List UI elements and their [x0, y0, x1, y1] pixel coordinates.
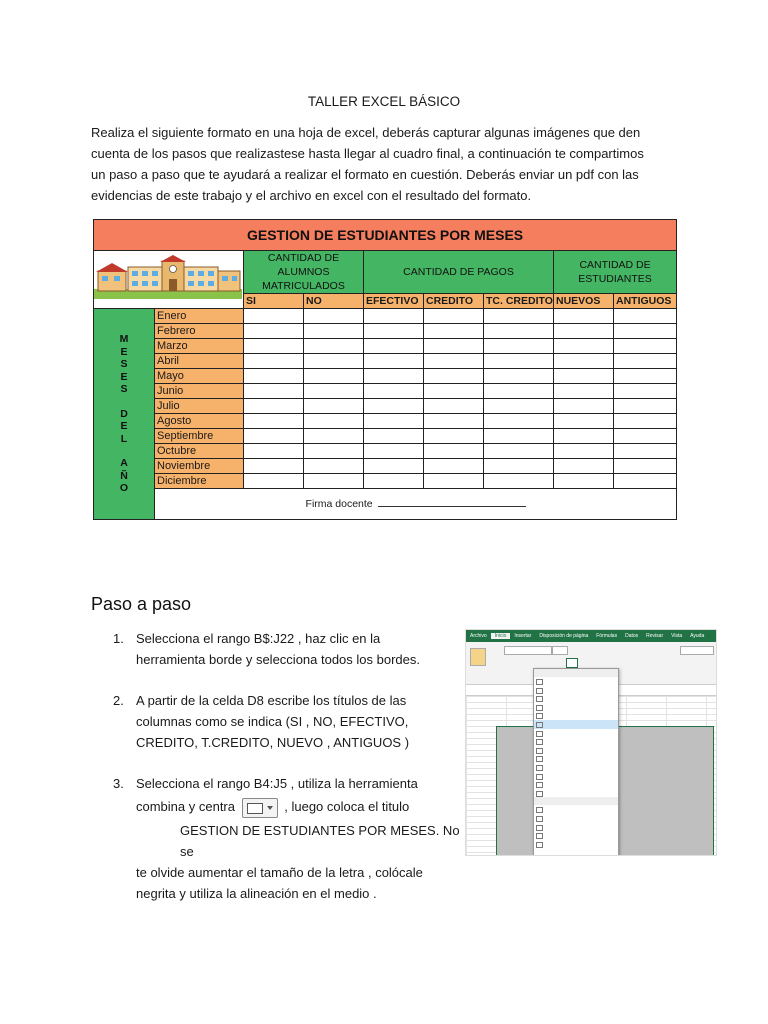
month-septiembre: Septiembre [155, 429, 244, 444]
table-cell [614, 369, 677, 384]
menu-header [534, 797, 618, 805]
table-cell [614, 384, 677, 399]
menu-item-highlighted [534, 720, 618, 729]
excel-tab: Fórmulas [596, 633, 618, 639]
header-cantidad-estudiantes [554, 251, 677, 294]
table-cell [424, 459, 484, 474]
excel-tab: Insertar [514, 633, 532, 639]
table-cell [364, 354, 424, 369]
table-cell [304, 444, 364, 459]
header-text: CANTIDAD DE [579, 259, 651, 271]
table-cell [614, 414, 677, 429]
table-cell [554, 324, 614, 339]
table-cell [304, 399, 364, 414]
table-cell [364, 474, 424, 489]
table-cell [484, 369, 554, 384]
menu-item [534, 805, 618, 814]
table-cell [304, 429, 364, 444]
subheader-si: SI [244, 294, 304, 309]
table-cell [364, 414, 424, 429]
side-letter: Ñ [120, 469, 128, 482]
header-alumnos-matriculados [244, 251, 364, 294]
table-cell [364, 324, 424, 339]
table-cell [364, 399, 424, 414]
month-agosto: Agosto [155, 414, 244, 429]
table-cell [554, 309, 614, 324]
font-size-box [552, 646, 568, 655]
excel-tab: Datos [625, 633, 639, 639]
table-cell [304, 309, 364, 324]
table-cell [244, 324, 304, 339]
table-cell [554, 354, 614, 369]
subheader-efectivo: EFECTIVO [364, 294, 424, 309]
excel-ribbon-tabs [466, 630, 716, 642]
step-text: A partir de la celda D8 escribe los títulos de las [136, 693, 407, 708]
table-cell [304, 354, 364, 369]
firma-docente-row [155, 489, 677, 520]
table-cell [244, 429, 304, 444]
intro-line: cuenta de los pasos que realizastese hasta llegar al cuadro final, a continuación te compartimos [91, 146, 644, 161]
menu-item [534, 746, 618, 755]
table-cell [424, 309, 484, 324]
table-cell [364, 429, 424, 444]
side-letter [94, 445, 154, 457]
menu-item [534, 780, 618, 789]
table-cell [424, 399, 484, 414]
side-letter: D [120, 407, 128, 420]
step-text: Selecciona el rango B4:J5 , utiliza la herramienta [136, 776, 418, 791]
font-name-box [504, 646, 552, 655]
header-text: CANTIDAD DE ALUMNOS [267, 252, 340, 278]
section-heading-paso-a-paso: Paso a paso [91, 594, 192, 614]
table-cell [304, 324, 364, 339]
excel-tab: Disposición de página [539, 633, 589, 639]
menu-item [534, 694, 618, 703]
side-letter: S [120, 382, 128, 395]
step-number: 3. [113, 776, 124, 791]
menu-item [534, 831, 618, 840]
table-cell [614, 459, 677, 474]
table-cell [244, 339, 304, 354]
step-text: columnas como se indica (SI , NO, EFECTIVO, [136, 714, 409, 729]
table-cell [614, 444, 677, 459]
step-text: , luego coloca el titulo [284, 799, 410, 814]
table-cell [484, 324, 554, 339]
subheader-tc-credito: TC. CREDITO [484, 294, 554, 309]
header-text: MATRICULADOS [262, 280, 345, 292]
side-letter: E [120, 420, 128, 433]
table-cell [424, 324, 484, 339]
menu-item [534, 772, 618, 781]
menu-item [534, 763, 618, 772]
table-cell [244, 384, 304, 399]
table-cell [554, 339, 614, 354]
list-item [91, 628, 461, 670]
menu-item [534, 754, 618, 763]
paste-icon [470, 648, 486, 666]
menu-item [534, 823, 618, 832]
table-cell [484, 474, 554, 489]
table-cell [424, 369, 484, 384]
excel-tab: Inicio [491, 633, 511, 639]
step-number: 1. [113, 631, 124, 646]
document-title: TALLER EXCEL BÁSICO [307, 94, 461, 109]
table-cell [244, 474, 304, 489]
menu-item [534, 711, 618, 720]
month-noviembre: Noviembre [155, 459, 244, 474]
month-mayo: Mayo [155, 369, 244, 384]
excel-tab: Archivo [470, 633, 487, 639]
intro-line: Realiza el siguiente formato en una hoja de excel, deberás capturar algunas imágenes que den [91, 125, 641, 140]
format-table [93, 219, 677, 520]
table-cell [424, 354, 484, 369]
table-cell [484, 354, 554, 369]
step-text: negrita y utiliza la alineación en el medio . [136, 886, 377, 901]
table-cell [554, 414, 614, 429]
table-cell [554, 444, 614, 459]
side-letter [94, 395, 154, 407]
table-cell [554, 429, 614, 444]
menu-item [534, 729, 618, 738]
step-text [136, 794, 461, 820]
step-number: 2. [113, 693, 124, 708]
step-text: Selecciona el rango B$:J22 , haz clic en la [136, 631, 381, 646]
table-cell [614, 474, 677, 489]
table-cell [484, 459, 554, 474]
school-building-icon [94, 255, 242, 299]
header-text: ESTUDIANTES [578, 273, 652, 285]
table-cell [304, 414, 364, 429]
excel-border-menu-screenshot [465, 629, 717, 856]
table-cell [554, 474, 614, 489]
intro-line: un paso a paso que te ayudará a realizar el formato en cuestión. Deberás enviar un pdf con las [91, 167, 639, 182]
subheader-no: NO [304, 294, 364, 309]
table-cell [424, 414, 484, 429]
steps-list [91, 628, 461, 924]
table-cell [424, 429, 484, 444]
table-banner: GESTION DE ESTUDIANTES POR MESES [94, 220, 677, 251]
table-cell [614, 429, 677, 444]
table-cell [364, 384, 424, 399]
month-enero: Enero [155, 309, 244, 324]
table-cell [424, 339, 484, 354]
table-cell [484, 429, 554, 444]
side-letter: S [120, 358, 128, 371]
menu-header [534, 669, 618, 677]
month-diciembre: Diciembre [155, 474, 244, 489]
table-cell [244, 399, 304, 414]
side-letter: A [120, 457, 128, 470]
month-marzo: Marzo [155, 339, 244, 354]
borders-dropdown-menu [533, 668, 619, 856]
menu-item [534, 840, 618, 849]
table-cell [614, 309, 677, 324]
table-cell [244, 414, 304, 429]
side-letter: O [119, 482, 129, 495]
table-cell [244, 354, 304, 369]
subheader-antiguos: ANTIGUOS [614, 294, 677, 309]
side-letter: E [120, 345, 128, 358]
menu-item [534, 789, 618, 798]
borders-icon [566, 658, 578, 668]
table-cell [554, 399, 614, 414]
table-cell [424, 474, 484, 489]
month-abril: Abril [155, 354, 244, 369]
month-junio: Junio [155, 384, 244, 399]
table-cell [614, 324, 677, 339]
table-cell [364, 459, 424, 474]
table-cell [364, 309, 424, 324]
side-letter: M [119, 333, 129, 346]
month-julio: Julio [155, 399, 244, 414]
firma-label: Firma docente [305, 498, 373, 510]
table-cell [554, 459, 614, 474]
table-cell [614, 399, 677, 414]
side-label-meses-del-ano [94, 309, 155, 520]
step-text: combina y centra [136, 799, 235, 814]
step-text [136, 820, 461, 862]
table-cell [304, 459, 364, 474]
table-cell [304, 384, 364, 399]
table-cell [244, 309, 304, 324]
table-cell [244, 369, 304, 384]
menu-item [534, 814, 618, 823]
table-cell [484, 399, 554, 414]
table-cell [424, 444, 484, 459]
list-item [91, 690, 461, 753]
menu-item [534, 737, 618, 746]
table-cell [554, 384, 614, 399]
subheader-credito: CREDITO [424, 294, 484, 309]
menu-item [534, 677, 618, 686]
table-cell [554, 369, 614, 384]
step-text: CREDITO, T.CREDITO, NUEVO , ANTIGUOS ) [136, 735, 410, 750]
table-cell [364, 339, 424, 354]
signature-line [378, 506, 526, 507]
menu-item [534, 686, 618, 695]
table-cell [484, 444, 554, 459]
table-cell [484, 339, 554, 354]
school-building-image [94, 251, 244, 309]
month-octubre: Octubre [155, 444, 244, 459]
table-cell [614, 354, 677, 369]
table-cell [484, 414, 554, 429]
step-text: herramienta borde y selecciona todos los bordes. [136, 652, 420, 667]
number-format-box [680, 646, 714, 655]
menu-item [534, 703, 618, 712]
excel-tab: Vista [671, 633, 683, 639]
list-item [91, 773, 461, 904]
table-cell [424, 384, 484, 399]
table-cell [364, 369, 424, 384]
excel-tab: Revisar [646, 633, 664, 639]
table-cell [244, 459, 304, 474]
month-febrero: Febrero [155, 324, 244, 339]
side-letter: L [120, 432, 128, 445]
header-cantidad-pagos: CANTIDAD DE PAGOS [364, 251, 554, 294]
table-cell [304, 369, 364, 384]
side-letter: E [120, 370, 128, 383]
table-cell [304, 474, 364, 489]
merge-and-center-icon [242, 798, 278, 818]
intro-paragraph [91, 122, 681, 206]
step-text: GESTION DE ESTUDIANTES POR MESES. No se [180, 823, 460, 859]
table-cell [304, 339, 364, 354]
table-cell [364, 444, 424, 459]
intro-line: evidencias de este trabajo y el archivo en excel con el resultado del formato. [91, 188, 532, 203]
subheader-nuevos: NUEVOS [554, 294, 614, 309]
table-cell [244, 444, 304, 459]
excel-tab: Ayuda [690, 633, 705, 639]
step-text: te olvide aumentar el tamaño de la letra , colócale [136, 865, 423, 880]
student-management-table [93, 219, 676, 517]
table-cell [614, 339, 677, 354]
table-cell [484, 309, 554, 324]
table-cell [484, 384, 554, 399]
